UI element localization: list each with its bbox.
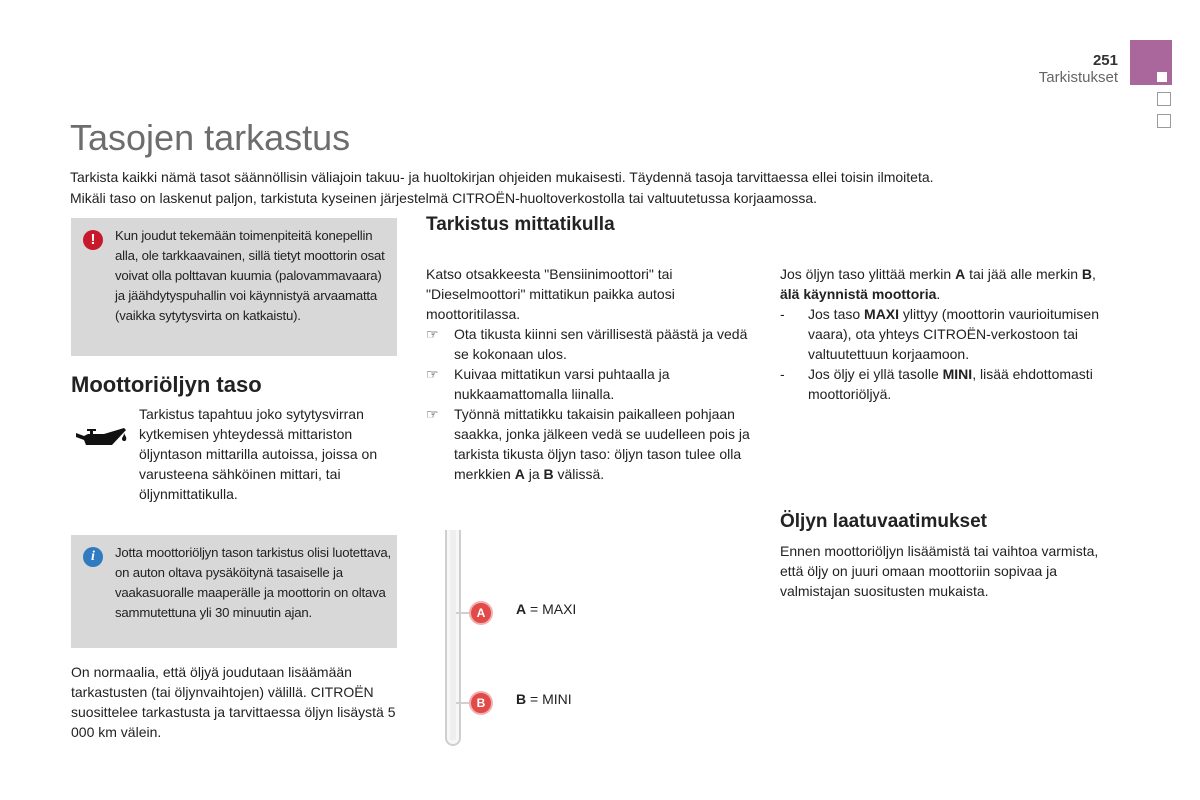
oil-level-text: Tarkistus tapahtuu joko sytytysvirran kytkemisen yhteydessä mittariston öljyntason mittarilla autoissa, joissa on varusteena sähköinen mittari, tai öljynmittatikulla.: [139, 406, 378, 502]
dipstick-intro: Katso otsakkeesta "Bensiinimoottori" tai "Dieselmoottori" mittatikun paikka autosi moottoritilassa.: [426, 266, 675, 322]
oil-quality-text: Ennen moottoriöljyn lisäämistä tai vaihtoa varmista, että öljy on juuri omaan moottoriin sopivaa ja valmistajan suositusten mukaista.: [780, 543, 1099, 599]
info-paragraph: Jotta moottoriöljyn tason tarkistus olisi luotettava, on auton oltava pysäköitynä tasaiselle ja vaakasuoralle maaperälle ja moottorin on oltava sammutettuna yli 30 minuutin ajan.: [115, 545, 391, 620]
mark-a-value: = MAXI: [526, 601, 577, 617]
info-text: [115, 543, 391, 623]
info-box: [71, 535, 397, 648]
intro-line: Mikäli taso on laskenut paljon, tarkistuta kyseinen järjestelmä CITROËN-huoltoverkostolla tai valtuutetussa korjaamossa.: [70, 190, 818, 206]
intro-text: [70, 167, 1070, 209]
list-item: [426, 324, 756, 364]
step-text-part: Työnnä mittatikku takaisin paikalleen pohjaan saakka, jonka jälkeen vedä se uudelleen pois ja tarkista tikusta öljyn taso: öljyn tason tulee olla merkkien: [454, 406, 750, 482]
section-name: Tarkistukset: [1038, 69, 1118, 86]
text-part: .: [936, 286, 941, 302]
intro-line: Tarkista kaikki nämä tasot säännöllisin väliajoin takuu- ja huoltokirjan ohjeiden mukaisesti. Täydennä tasoja tarvittaessa ellei toisin ilmoiteta.: [70, 169, 934, 185]
warning-box: [71, 218, 397, 356]
text-part: Jos öljyn taso ylittää merkin: [780, 266, 956, 282]
oil-can-icon: [74, 425, 128, 449]
mark-a-badge: A: [469, 601, 493, 625]
mark-b-badge: B: [469, 691, 493, 715]
list-item: [780, 304, 1110, 364]
list-item: [426, 404, 756, 484]
mark-a-tick: [456, 612, 470, 614]
pointing-hand-icon: ☞: [426, 406, 439, 422]
text-part: Jos taso: [808, 306, 865, 322]
do-not-start-warning: älä käynnistä moottoria: [780, 286, 937, 302]
mark-a-letter: A: [516, 601, 527, 617]
text-part: ylittyy (moottorin vaurioitumisen vaara), ota yhteys CITROËN-verkostoon tai valtuutettuun korjaamoon.: [808, 306, 1099, 362]
mark-a-ref: A: [955, 266, 966, 282]
page-title: Tasojen tarkastus: [70, 117, 351, 158]
step-text: [454, 406, 750, 482]
dipstick-heading: Tarkistus mittatikulla: [426, 214, 615, 235]
mark-b-ref: B: [1081, 266, 1093, 282]
level-action-list: [780, 304, 1110, 404]
mark-b-tick: [456, 702, 470, 704]
maxi-ref: MAXI: [864, 306, 900, 322]
mark-a-label: [516, 601, 576, 617]
dash-bullet: -: [780, 366, 785, 382]
text-part: , lisää ehdottomasti moottoriöljyä.: [808, 366, 1093, 402]
level-action-text: [780, 264, 1110, 404]
oil-quality-heading: Öljyn laatuvaatimukset: [780, 511, 987, 532]
dipstick-shaft: [450, 530, 456, 740]
mini-ref: MINI: [942, 366, 973, 382]
dipstick-steps: [426, 324, 756, 484]
pointing-hand-icon: ☞: [426, 366, 439, 382]
item-text: [808, 306, 1099, 362]
info-icon: i: [83, 547, 103, 567]
chapter-tab-marker: [1157, 72, 1167, 82]
step-text: Ota tikusta kiinni sen värillisestä päästä ja vedä se kokonaan ulos.: [454, 326, 748, 362]
page-number: 251: [1092, 52, 1118, 69]
step-text: Kuivaa mittatikun varsi puhtaalla ja nukkaamattomalla liinalla.: [454, 366, 670, 402]
step-text-part: ja: [524, 466, 544, 482]
mark-b-letter: B: [516, 691, 527, 707]
mark-a-ref: A: [514, 466, 525, 482]
warning-paragraph: Kun joudut tekemään toimenpiteitä konepellin alla, ole tarkkaavainen, sillä tietyt moottorin osat voivat olla polttavan kuumia (palovammavaara) ja jäähdytyspuhallin voi käynnistyä arvaamatta (vaikka sytytysvirta on katkaistu).: [115, 228, 385, 323]
text-part: Jos öljy ei yllä tasolle: [808, 366, 943, 382]
step-text-part: välissä.: [553, 466, 605, 482]
level-warning-paragraph: [780, 264, 1110, 304]
oil-consumption-text: On normaalia, että öljyä joudutaan lisäämään tarkastusten (tai öljynvaihtojen) välillä. CITROËN suosittelee tarkastusta ja tarvittaessa öljyn lisäystä 5 000 km välein.: [71, 664, 396, 740]
text-part: ,: [1092, 266, 1096, 282]
oil-level-heading: Moottoriöljyn taso: [71, 372, 262, 397]
chapter-tab-box: [1157, 92, 1171, 106]
warning-text: [115, 226, 391, 326]
dash-bullet: -: [780, 306, 785, 322]
list-item: [426, 364, 756, 404]
mark-b-value: = MINI: [526, 691, 572, 707]
text-part: tai jää alle merkin: [965, 266, 1082, 282]
mark-b-ref: B: [543, 466, 554, 482]
warning-exclamation-icon: !: [83, 230, 103, 250]
chapter-tab-box: [1157, 114, 1171, 128]
dipstick-instructions: [426, 264, 756, 484]
list-item: [780, 364, 1110, 404]
pointing-hand-icon: ☞: [426, 326, 439, 342]
mark-b-label: [516, 691, 572, 707]
item-text: [808, 366, 1093, 402]
